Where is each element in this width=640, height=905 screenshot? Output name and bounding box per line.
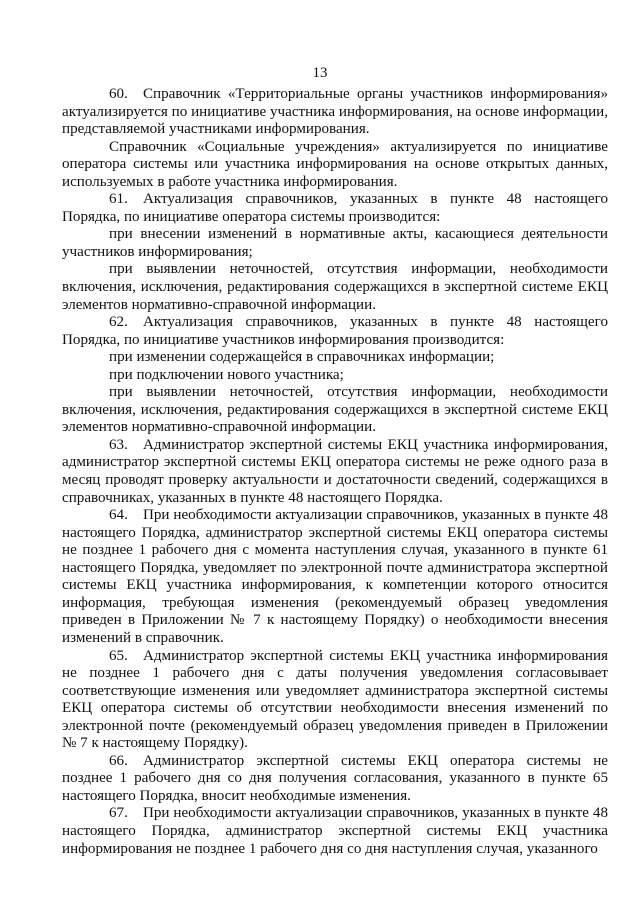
paragraph-66: 66. Администратор экспертной системы ЕКЦ оператора системы не позднее 1 рабочего дня со дня получения согласования, указанного в пункте 65 настоящего Порядка, вносит необходимые изменения. [62, 752, 608, 804]
paragraph-62: 62. Актуализация справочников, указанных в пункте 48 настоящего Порядка, по инициативе участников информирования производится: [62, 314, 608, 348]
paragraph-62-item-3: при выявлении неточностей, отсутствия информации, необходимости включения, исключения, редактирования содержащихся в экспертной системе ЕКЦ элементов нормативно-справочной информации. [62, 384, 608, 436]
page-number: 13 [312, 65, 328, 81]
paragraph-65: 65. Администратор экспертной системы ЕКЦ участника информирования не позднее 1 рабочего дня с даты получения уведомления согласовывает соответствующие изменения или уведомляет администратора экспертной системы ЕКЦ оператора системы об отсутствии необходимости внесения изменений по электронной почте (рекомендуемый образец уведомления приведен в Приложении № 7 к настоящему Порядку). [62, 647, 608, 752]
paragraph-63: 63. Администратор экспертной системы ЕКЦ участника информирования, администратор экспертной системы ЕКЦ оператора системы не реже одного раза в месяц проводят проверку актуальности и достаточности сведений, содержащихся в справочниках, указанных в пункте 48 настоящего Порядка. [62, 436, 608, 506]
paragraph-60: 60. Справочник «Территориальные органы участников информирования» актуализируется по инициативе участника информирования, на основе информации, представляемой участниками информирования. [62, 86, 608, 138]
paragraph-62-item-1: при изменении содержащейся в справочниках информации; [109, 349, 495, 366]
document-body [62, 86, 608, 858]
paragraph-61: 61. Актуализация справочников, указанных в пункте 48 настоящего Порядка, по инициативе оператора системы производится: [62, 191, 608, 225]
paragraph-64: 64. При необходимости актуализации справочников, указанных в пункте 48 настоящего Порядка, администратор экспертной системы ЕКЦ оператора системы не позднее 1 рабочего дня с момента наступления случая, указанного в пункте 61 настоящего Порядка, уведомляет по электронной почте администратора экспертной системы ЕКЦ участника информирования, к компетенции которого относится информация, требующая изменения (рекомендуемый образец уведомления приведен в Приложении № 7 к настоящему Порядку) о необходимости внесения изменений в справочник. [62, 507, 608, 646]
paragraph-61-item-1: при внесении изменений в нормативные акты, касающиеся деятельности участников информирования; [62, 226, 608, 260]
paragraph-61-item-2: при выявлении неточностей, отсутствия информации, необходимости включения, исключения, редактирования содержащихся в экспертной системе ЕКЦ элементов нормативно-справочной информации. [62, 261, 608, 313]
paragraph-67: 67. При необходимости актуализации справочников, указанных в пункте 48 настоящего Порядка, администратор экспертной системы ЕКЦ участника информирования не позднее 1 рабочего дня со дня наступления случая, указанного [62, 805, 608, 857]
paragraph-62-item-2: при подключении нового участника; [109, 366, 344, 383]
paragraph-60-social-institutions: Справочник «Социальные учреждения» актуализируется по инициативе оператора системы или участника информирования на основе открытых данных, используемых в работе участника информирования. [62, 138, 608, 190]
